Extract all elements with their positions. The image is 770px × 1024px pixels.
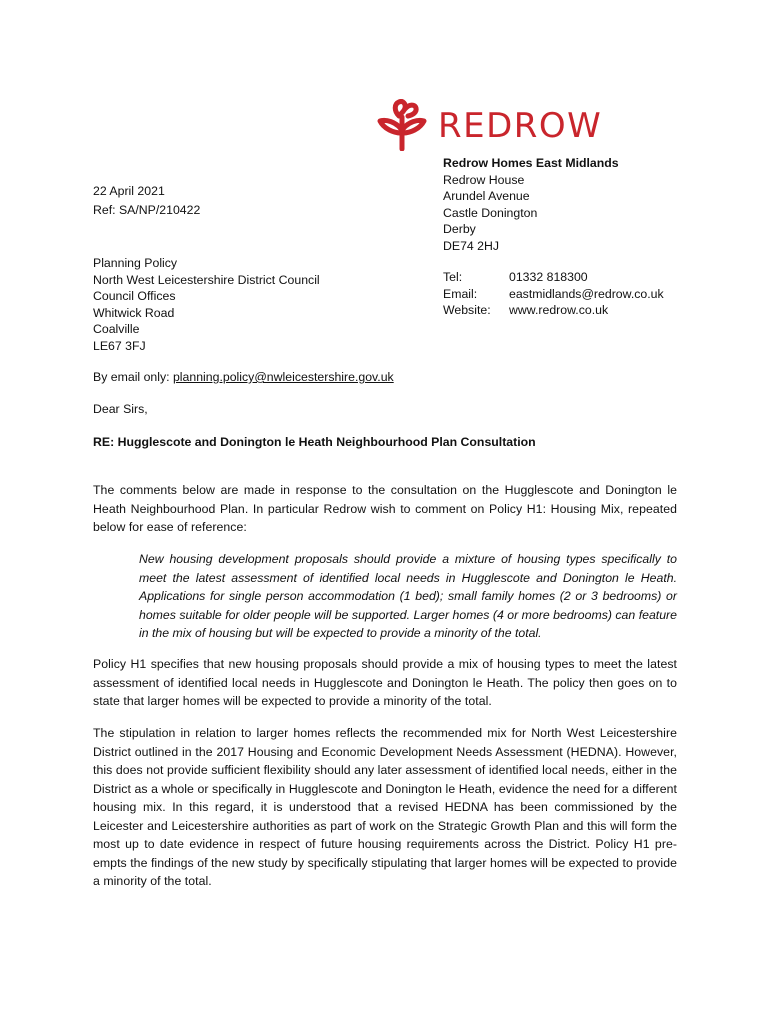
tel-value: 01332 818300 <box>509 270 588 284</box>
letter-date: 22 April 2021 <box>93 184 165 198</box>
redrow-flower-logo-icon <box>372 99 434 151</box>
recipient-line: LE67 3FJ <box>93 338 146 353</box>
policy-quote: New housing development proposals should provide a mixture of housing types specifically to meet the latest assessment of identified local needs in Hugglescote and Donington le Heath. Applications for single person accommodation (1 bed); small family homes (2 or 3 bedrooms) or homes suitable for older people will be supported. Larger homes (4 or more bedrooms) can feature in the mix of housing but will be expected to provide a minority of the total. <box>139 552 677 640</box>
paragraph-2: Policy H1 specifies that new housing proposals should provide a mix of housing types to meet the latest assessment of identified local needs in Hugglescote and Donington le Heath. The policy then goes on to state that larger homes will be expected to provide a minority of the total. <box>93 657 677 708</box>
contact-email-row <box>443 286 743 303</box>
paragraph-1: The comments below are made in response to the consultation on the Hugglescote and Donington le Heath Neighbourhood Plan. In particular Redrow wish to comment on Policy H1: Housing Mix, repeated below for ease of reference: <box>93 483 677 534</box>
paragraph-3: The stipulation in relation to larger homes reflects the recommended mix for North West Leicestershire District outlined in the 2017 Housing and Economic Development Needs Assessment (HEDNA). However, this does not provide sufficient flexibility should any later assessment of identified local needs, either in the District as a whole or specifically in Hugglescote and Donington le Heath, evidence the need for a different housing mix. In this regard, it is understood that a revised HEDNA has been commissioned by the Leicester and Leicestershire authorities as part of work on the Strategic Growth Plan and this will form the most up to date evidence in respect of future housing requirements across the District. Policy H1 pre-empts the findings of the new study by specifically stipulating that larger homes will be expected to provide a minority of the total. <box>93 726 677 888</box>
recipient-line: Whitwick Road <box>93 305 175 320</box>
website-label: Website: <box>443 303 491 317</box>
email-prefix: By email only: <box>93 370 173 384</box>
recipient-email-link[interactable]: planning.policy@nwleicestershire.gov.uk <box>172 370 394 384</box>
sender-address <box>443 155 743 254</box>
logo-wordmark: REDROW <box>438 106 603 146</box>
tel-label: Tel: <box>443 270 463 284</box>
recipient-address <box>93 255 413 354</box>
sender-address-line: DE74 2HJ <box>443 238 500 253</box>
salutation: Dear Sirs, <box>93 402 148 416</box>
sender-address-line: Redrow House <box>443 172 525 187</box>
sender-company: Redrow Homes East Midlands <box>443 156 619 170</box>
email-value[interactable]: eastmidlands@redrow.co.uk <box>509 286 664 301</box>
recipient-line: Planning Policy <box>93 256 178 270</box>
letter-subject: RE: Hugglescote and Donington le Heath Neighbourhood Plan Consultation <box>93 435 536 449</box>
sender-address-line: Derby <box>443 222 476 236</box>
letter-reference: Ref: SA/NP/210422 <box>93 203 201 217</box>
contact-website-row <box>443 302 743 319</box>
website-value[interactable]: www.redrow.co.uk <box>509 303 609 317</box>
email-label: Email: <box>443 286 478 301</box>
date-reference <box>93 182 393 220</box>
recipient-line: Council Offices <box>93 289 176 303</box>
recipient-line: North West Leicestershire District Council <box>93 272 320 287</box>
delivery-method <box>93 369 693 385</box>
redrow-logo <box>372 96 642 154</box>
sender-address-line: Castle Donington <box>443 205 538 220</box>
sender-contact <box>443 269 743 319</box>
sender-address-line: Arundel Avenue <box>443 189 530 203</box>
contact-tel-row <box>443 269 743 286</box>
recipient-line: Coalville <box>93 322 140 336</box>
